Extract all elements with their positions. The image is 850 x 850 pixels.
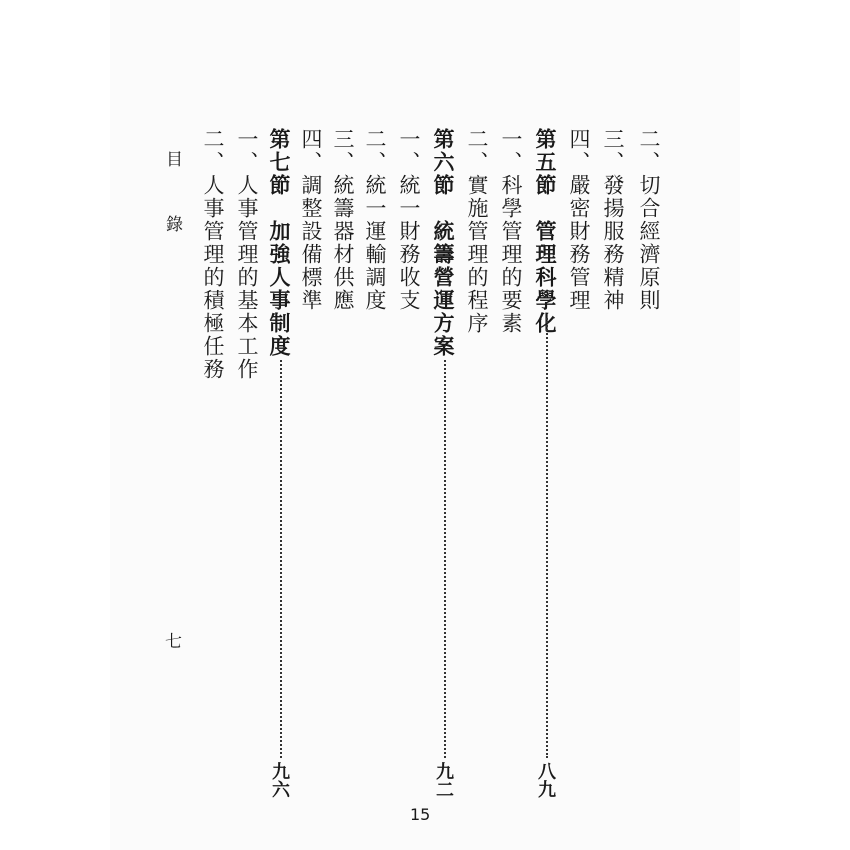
page-number: 九二 xyxy=(433,762,454,798)
toc-entry: 一、科學管理的要素 xyxy=(499,128,523,335)
toc-entry: 三、發揚服務精神 xyxy=(601,128,625,312)
toc-entry: 四、調整設備標準 xyxy=(299,128,323,312)
toc-entry: 四、嚴密財務管理 xyxy=(567,128,591,312)
chapter-number: 七 xyxy=(165,632,182,652)
toc-entry: 一、人事管理的基本工作 xyxy=(235,128,259,381)
toc-entry: 二、切合經濟原則 xyxy=(637,128,661,312)
page-number: 八九 xyxy=(535,762,556,798)
folio-number: 15 xyxy=(410,805,431,824)
toc-entry: 三、統籌器材供應 xyxy=(331,128,355,312)
running-header: 目錄 xyxy=(162,150,182,280)
toc-entry: 一、統一財務收支 xyxy=(397,128,421,312)
dot-leader xyxy=(546,318,548,758)
dot-leader xyxy=(444,360,446,758)
dot-leader xyxy=(280,360,282,758)
toc-section-heading: 第五節 管理科學化 xyxy=(533,128,558,335)
toc-section-heading: 第七節 加強人事制度 xyxy=(267,128,292,358)
toc-entry: 二、統一運輸調度 xyxy=(363,128,387,312)
toc-entry: 二、實施管理的程序 xyxy=(465,128,489,335)
toc-section-heading: 第六節 統籌營運方案 xyxy=(431,128,456,358)
page-number: 九六 xyxy=(269,762,290,798)
toc-entry: 二、人事管理的積極任務 xyxy=(201,128,225,381)
